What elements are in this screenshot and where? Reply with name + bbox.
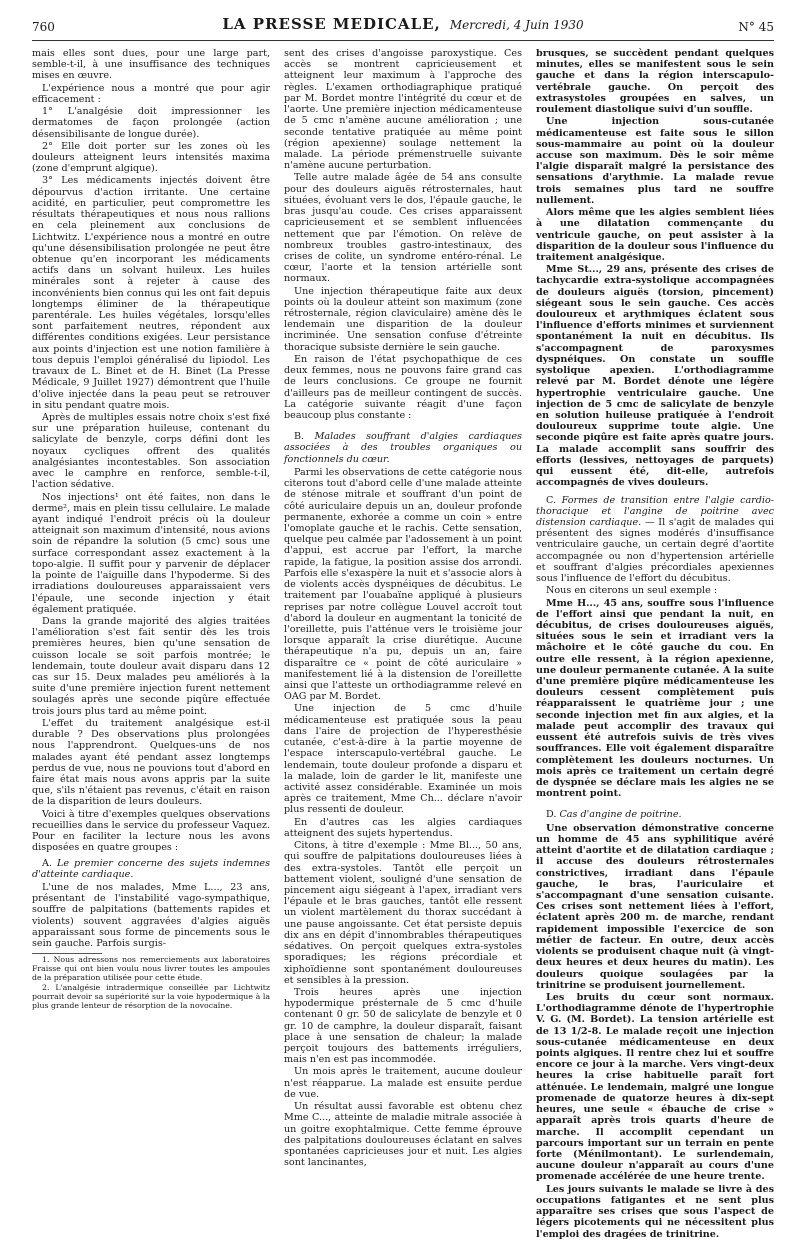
paragraph: Un mois après le traitement, aucune douleur n'est réapparue. La malade est ensuite perdue de vue. <box>284 1066 522 1100</box>
section-heading-a <box>32 858 270 880</box>
paragraph: brusques, se succèdent pendant quelques minutes, elles se manifestent sous le sein gauche et dans la région interscapulo-vertébrale gauche. On perçoit des extrasystoles groupées en salves, un roulement diastolique suivi d'un souffle. <box>536 48 774 116</box>
header-rule <box>32 40 774 41</box>
paragraph: 1° L'analgésie doit impressionner les dermatomes de façon prolongée (action désensibilisante de longue durée). <box>32 106 270 140</box>
column-1 <box>32 48 270 1074</box>
paragraph: Une observation démonstrative concerne un homme de 45 ans syphilitique avéré atteint d'aortite et de dilatation cardiaque ; il accuse des douleurs rétrosternales constrictives, irradiant dans l'épaule gauche, le bras, l'auriculaire et s'accompagnant d'une sensation cuisante. Ces crises sont nettement liées à l'effort, éclatent après 200 m. de marche, rendant rapidement impossible l'exercice de son métier de facteur. En outre, deux accès violents se produisent chaque nuit (à vingt-deux heures et deux heures du matin). Les douleurs quoique soulagées par la trinitrine se produisent journellement. <box>536 822 774 991</box>
paragraph: Les bruits du cœur sont normaux. L'orthodiagramme dénote de l'hypertrophie V. G. (M. Bordet). La tension artérielle est de 13 1/2-8. Le malade reçoit une injection sous-cutanée médicamenteuse en deux points algiques. Il rentre chez lui et souffre encore ce jour à la marche. Vers vingt-deux heures la crise habituelle paraît fort atténuée. Le lendemain, malgré une longue promenade de quatorze heures à dix-sept heures, une seule « ébauche de crise » apparaît après trois quarts d'heure de marche. Il accomplit cependant un parcours important sur un terrain en pente forte (Ménilmontant). Le surlendemain, aucune douleur n'apparaît au cours d'une promenade accélérée de une heure trente. <box>536 991 774 1183</box>
paragraph: Une injection sous-cutanée médicamenteuse est faite sous le sillon sous-mammaire au point où la douleur accuse son maximum. Dès le soir même l'algie disparaît malgré la persistance des sensations d'arythmie. La malade revue trois semaines plus tard ne souffre nullement. <box>536 116 774 206</box>
paragraph: Les jours suivants le malade se livre à des occupations fatigantes et ne sent plus apparaître ses crises que sous l'aspect de légers picotements qui ne nécessitent plus l'emploi des dragées de trinitrine. <box>536 1183 774 1240</box>
paragraph: Après de multiples essais notre choix s'est fixé sur une préparation huileuse, contenant du salicylate de benzyle, corps défini dont les noyaux cycliques offrent des qualités analgésiantes incontestables. Son association avec le camphre en renforce, semble-t-il, l'action sédative. <box>32 412 270 491</box>
paragraph: 2° Elle doit porter sur les zones où les douleurs atteignent leurs intensités maxima (zone d'emprunt algique). <box>32 140 270 175</box>
section-letter: B. <box>294 431 305 443</box>
issue-date: Mercredi, 4 Juin 1930 <box>449 18 584 32</box>
section-title: Malades souffrant d'algies cardiaques associées à des troubles organiques ou fonctionnels du cœur. <box>284 431 522 465</box>
paragraph: L'une de nos malades, Mme L..., 23 ans, présentant de l'instabilité vago-sympathique, souffre de palpitations (battements rapides et violents) souvent aggravées d'algies aiguës apparaissant sous forme de pincements sous le sein gauche. Parfois surgis- <box>32 881 270 950</box>
paragraph: Voici à titre d'exemples quelques observations recueillies dans le service du professeur Vaquez. Pour en faciliter la lecture nous les avons disposées en quatre groupes : <box>32 808 270 854</box>
paragraph: L'expérience nous a montré que pour agir efficacement : <box>32 82 270 105</box>
section-letter: A. <box>42 857 52 869</box>
paragraph: Nos injections¹ ont été faites, non dans le derme², mais en plein tissu cellulaire. Le malade ayant indiqué l'endroit précis où la douleur atteignait son maximum d'intensité, nous avions soin de répandre la solution (5 cmc) sous une surface correspondant assez exactement à la topo-algie. Il suffit pour y parvenir de déplacer la pointe de l'aiguille dans l'hypoderme. Si des irradiations douloureuses apparaissaient vers l'épaule, une seconde injection y était également pratiquée. <box>32 491 270 615</box>
paragraph: Alors même que les algies semblent liées à une dilatation commençante du ventricule gauche, on peut assister à la disparition de la douleur sous l'influence du traitement analgésique. <box>536 207 774 263</box>
paragraph: Mme H..., 45 ans, souffre sous l'influence de l'effort ainsi que pendant la nuit, en décubitus, de crises douloureuses aiguës, situées sous le sein et irradiant vers la mâchoire et le côté gauche du cou. En outre elle ressent, à la région apexienne, une douleur permanente cutanée. A la suite d'une première piqûre médicamenteuse les douleurs cessent complètement puis réapparaissent le quatrième jour ; une seconde injection met fin aux algies, et la malade peut accomplir des travaux qui eussent été autrefois suivis de très vives souffrances. Elle voit également disparaître complètement les douleurs nocturnes. Un mois après ce traitement un certain degré de dyspnée se déclare mais les algies ne se montrent point. <box>536 597 774 800</box>
footnote-1: 1. Nous adressons nos remerciements aux laboratoires Fraisse qui ont bien voulu nous livrer toutes les ampoules de la préparation utilisée pour cette étude. <box>32 955 270 983</box>
paragraph: sent des crises d'angoisse paroxystique. Ces accès se montrent capricieusement et atteignent leur maximum à l'approche des règles. L'examen orthodiagraphique pratiqué par M. Bordet montre l'intégrité du cœur et de l'aorte. Une première injection médicamenteuse de 5 cmc n'amène aucune amélioration ; une seconde tentative pratiquée au même point (région apexienne) soulage nettement la malade. La période prémenstruelle suivante n'amène aucune perturbation. <box>284 48 522 172</box>
paragraph: Parmi les observations de cette catégorie nous citerons tout d'abord celle d'une malade atteinte de sténose mitrale et souffrant d'un point de côté auriculaire depuis un an, douleur profonde permanente, exhorée a comme un coin » entre l'omoplate gauche et le rachis. Cette sensation, quelque peu calmée par l'adossement à un point d'appui, est accrue par l'effort, la marche rapide, la fatigue, la position assise dos arrondi. Parfois elle s'exaspère la nuit et s'associe alors à de violents accès dyspnéiques de décubitus. Le traitement par l'ouabaïne appliqué à plusieurs reprises par notre collègue Louvel accroît tout d'abord la douleur en augmentant la tonicité de l'oreillette, puis l'atténue vers le troisième jour lorsque apparaît la crise diurétique. Aucune thérapeutique n'a pu, depuis un an, faire disparaître ce « point de côté auriculaire » manifestement lié à la distension de l'oreillette ainsi que l'atteste un orthodiagramme relevé en OAG par M. Bordet. <box>284 466 522 703</box>
masthead <box>32 14 774 33</box>
section-heading-c <box>536 495 774 585</box>
section-title: Le premier concerne des sujets indemnes d'atteinte cardiaque. <box>32 857 270 880</box>
issue-number: N° 45 <box>738 20 774 34</box>
paragraph: Mme St..., 29 ans, présente des crises de tachycardie extra-systolique accompagnées de douleurs aiguës (torsion, pincement) siégeant sous le sein gauche. Ces accès douloureux et arythmiques éclatent sous l'influence d'efforts minimes et surviennent spontanément la nuit en décubitus. Ils s'accompagnent de paroxysmes dyspnéiques. On constate un souffle systolique apexien. L'orthodiagramme relevé par M. Bordet dénote une légère hypertrophie ventriculaire gauche. Une injection de 5 cmc de salicylate de benzyle en solution huileuse pratiquée à l'endroit douloureux supprime toute algie. Une seconde piqûre est faite après quatre jours. La malade accomplit sans souffrir des efforts (lessives, nettoyages de parquets) qui eussent été, dit-elle, autrefois accompagnés de vives douleurs. <box>536 264 774 489</box>
paragraph: 3° Les médicaments injectés doivent être dépourvus d'action irritante. Une certaine acidité, en particulier, peut compromettre les résultats thérapeutiques et nous nous rallions en cela pleinement aux conclusions de Lichtwitz. L'expérience nous a montré en outre qu'une désensibilisation prolongée ne peut être obtenue qu'en incorporant les médicaments actifs dans un solvant huileux. Les huiles minérales sont à rejeter à cause des inconvénients bien connus qui les ont fait depuis longtemps éliminer de la thérapeutique parentérale. Les huiles végétales, lorsqu'elles sont parfaitement neutres, répondent aux différentes conditions exigées. Leur persistance aux points d'injection est une notion familière à tous depuis l'emploi généralisé du lipiodol. Les travaux de L. Binet et de H. Binet (La Presse Médicale, 9 Juillet 1927) démontrent que l'huile d'olive injectée dans la peau peut se retrouver in situ pendant quatre mois. <box>32 175 270 411</box>
paragraph: Citons, à titre d'exemple : Mme Bl..., 50 ans, qui souffre de palpitations douloureuses liées à des extra-systoles. Tantôt elle perçoit un battement violent, souligné d'une sensation de pincement aigu siégeant à l'apex, irradiant vers l'épaule et le bras gauches, tantôt elle ressent un violent martèlement du thorax succédant à une pause angoissante. Cet état persiste depuis dix ans en dépit d'innombrables thérapeutiques sédatives. On perçoit quelques extra-systoles sporadiques; les régions précordiale et xiphoïdienne sont spontanément douloureuses et sensibles à la pression. <box>284 840 522 986</box>
section-letter: C. <box>546 494 557 506</box>
section-letter: D. <box>546 809 557 821</box>
column-2 <box>284 48 522 1169</box>
section-heading-d <box>536 809 774 820</box>
paragraph: Une injection de 5 cmc d'huile médicamenteuse est pratiquée sous la peau dans l'aire de projection de l'hyperesthésie cutanée, c'est-à-dire à la partie moyenne de l'espace interscapulo-vertébral gauche. Le lendemain, toute douleur profonde a disparu et la malade, loin de garder le lit, manifeste une activité assez considérable. Examinée un mois après ce traitement, Mme Ch... déclare n'avoir plus ressenti de douleur. <box>284 703 522 816</box>
paragraph: Telle autre malade âgée de 54 ans consulte pour des douleurs aiguës rétrosternales, haut situées, évoluant vers le dos, l'épaule gauche, le bras jusqu'au coude. Ces crises apparaissent capricieusement et se semblent influencées nettement que par l'émotion. On relève de nombreux troubles gastro-intestinaux, des crises de colite, un syndrome entéro-rénal. Le cœur, l'aorte et la tension artérielle sont normaux. <box>284 172 522 285</box>
section-heading-b <box>284 431 522 465</box>
paragraph: mais elles sont dues, pour une large part, semble-t-il, à une insuffisance des techniques mises en œuvre. <box>32 48 270 82</box>
column-3 <box>536 48 775 1240</box>
paragraph: Une injection thérapeutique faite aux deux points où la douleur atteint son maximum (zone rétrosternale, région claviculaire) amène dès le lendemain une disparition de la douleur incriminée. Une sensation confuse d'étreinte thoracique subsiste dernière le sein gauche. <box>284 285 522 353</box>
page-number: 760 <box>32 20 55 34</box>
section-title: Cas d'angine de poitrine. <box>559 809 682 821</box>
footnote-rule <box>32 953 102 954</box>
footnote-2: 2. L'analgésie intradermique conseillée par Lichtwitz pourrait devoir sa supériorité sur la voie hypodermique à la plus grande lenteur de résorption de la novocaïne. <box>32 983 270 1011</box>
paragraph: L'effet du traitement analgésique est-il durable ? Des observations plus prolongées nous l'apprendront. Quelques-uns de nos malades ayant été pendant assez longtemps perdus de vue, nous ne pouvions tout d'abord en faire état mais nous avons appris par la suite que, s'ils n'étaient pas revenus, c'était en raison de la disparition de leurs douleurs. <box>32 717 270 808</box>
journal-title: LA PRESSE MEDICALE, <box>222 15 441 33</box>
section-intro: — Il s'agit de malades qui présentent des signes modérés d'insuffisance ventriculaire gauche, un certain degré d'aortite accompagnée ou non d'hypertension artérielle et souffrant d'algies précordiales apexiennes sous l'influence de l'effort du décubitus. <box>536 516 775 585</box>
paragraph: Dans la grande majorité des algies traitées l'amélioration s'est fait sentir dès les trois premières heures, bien qu'une sensation de cuisson locale se soit parfois montrée; le lendemain, toute douleur avait disparu dans 12 cas sur 15. Deux malades peu améliorés à la suite d'une première injection furent nettement soulagés après une seconde piqûre effectuée trois jours plus tard au même point. <box>32 615 270 717</box>
paragraph: Un résultat aussi favorable est obtenu chez Mme C..., atteinte de maladie mitrale associée à un goitre exophtalmique. Cette femme éprouve des palpitations douloureuses éclatant en salves spontanées capricieuses jour et nuit. Les algies sont lancinantes, <box>284 1101 522 1169</box>
section-title: Formes de transition entre l'algie cardio-thoracique et l'angine de poitrine avec distension cardiaque. <box>536 494 774 528</box>
paragraph: Trois heures après une injection hypodermique présternale de 5 cmc d'huile contenant 0 gr. 50 de salicylate de benzyle et 0 gr. 10 de camphre, la douleur disparaît, faisant place à une sensation de chaleur; la malade perçoit toujours des battements irréguliers, mais n'en est pas incommodée. <box>284 986 522 1066</box>
page-header <box>32 14 774 38</box>
paragraph: En d'autres cas les algies cardiaques atteignent des sujets hypertendus. <box>284 816 522 839</box>
paragraph: Nous en citerons un seul exemple : <box>546 585 718 597</box>
paragraph: En raison de l'état psychopathique de ces deux femmes, nous ne pouvons faire grand cas de leurs conclusions. Ce groupe ne fournit d'ailleurs pas de meilleur contingent de succès. La catégorie suivante réagit d'une façon beaucoup plus constante : <box>284 353 522 421</box>
